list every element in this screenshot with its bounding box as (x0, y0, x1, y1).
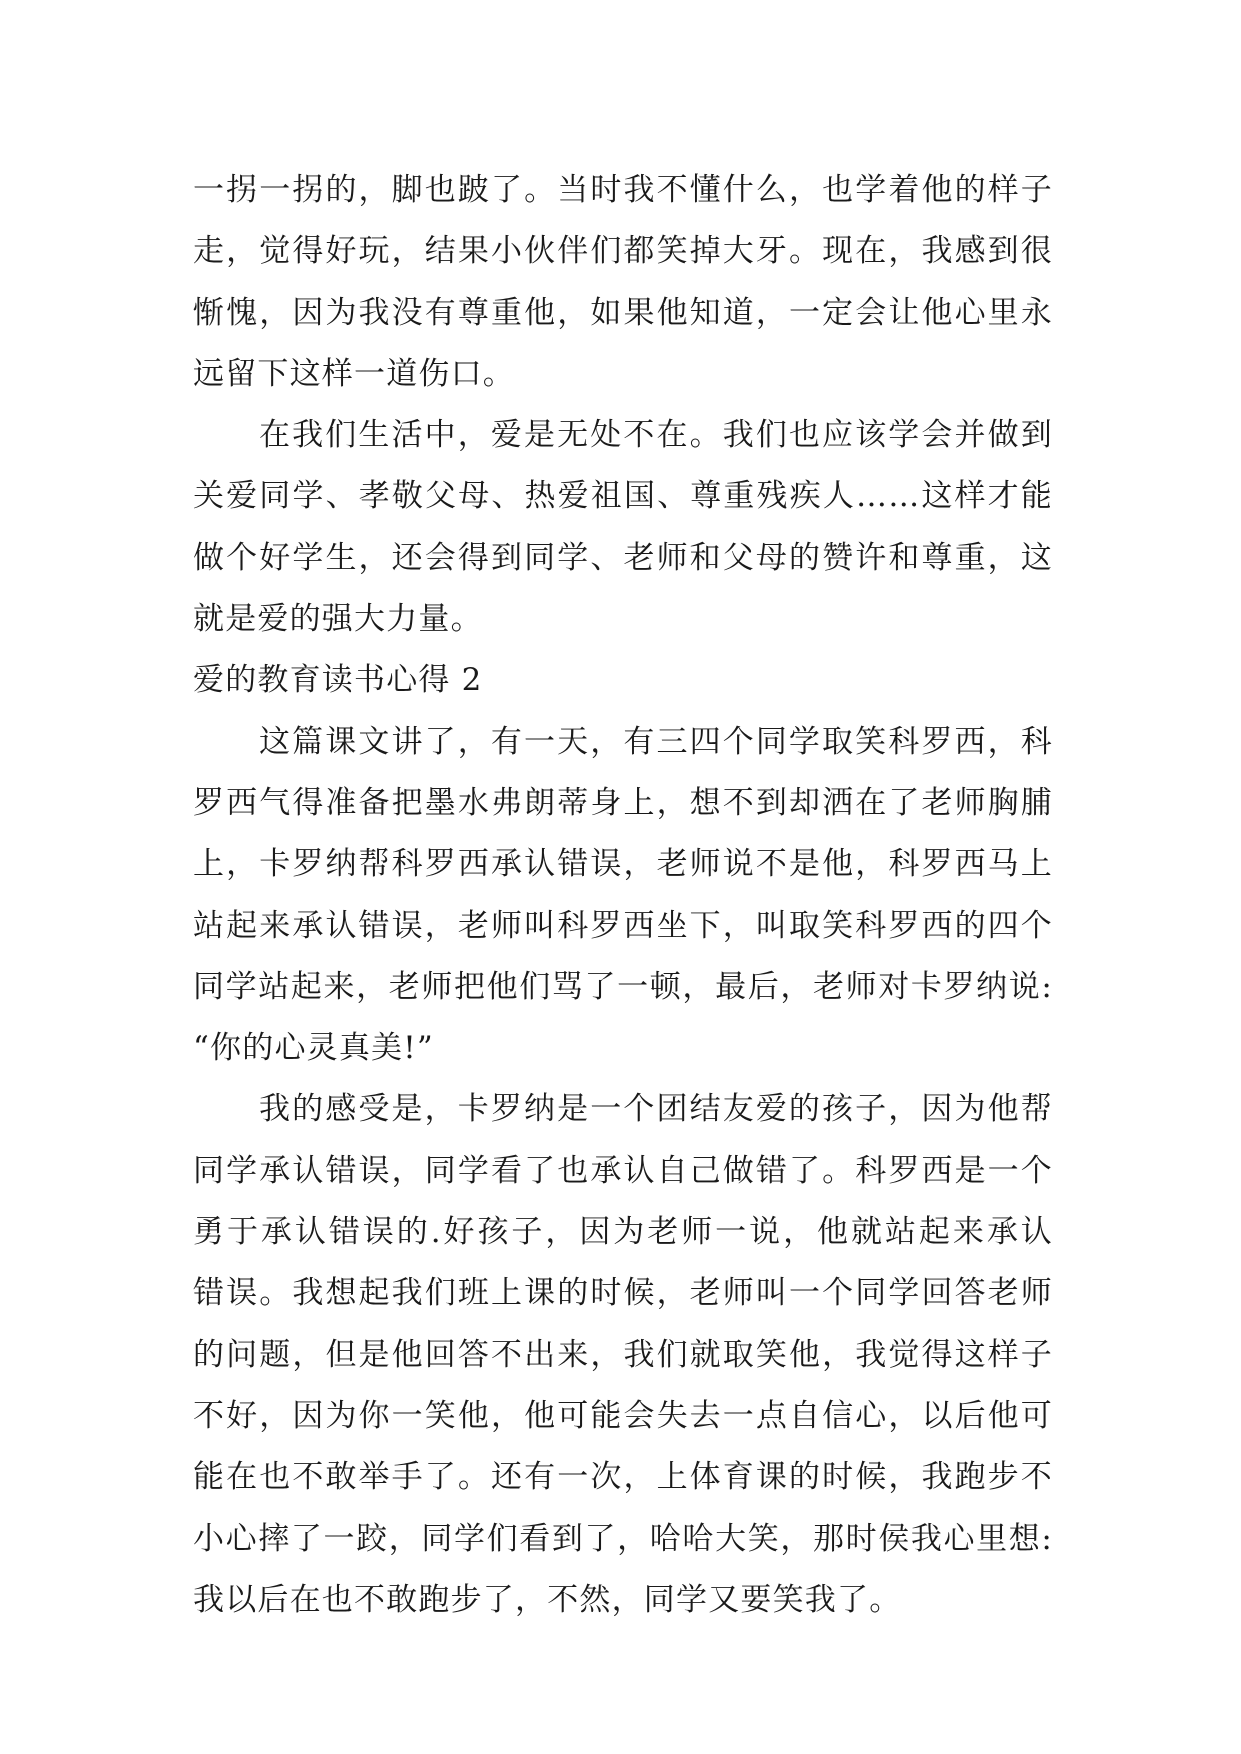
text-line: 站起来承认错误，老师叫科罗西坐下，叫取笑科罗西的四个 (193, 907, 1053, 944)
text-line: 同学站起来，老师把他们骂了一顿，最后，老师对卡罗纳说: (193, 968, 1053, 1005)
document-page (193, 160, 1053, 1631)
text-line: 关爱同学、孝敬父母、热爱祖国、尊重残疾人……这样才能 (193, 478, 1053, 515)
text-line: 能在也不敢举手了。还有一次，上体育课的时候，我跑步不 (193, 1459, 1053, 1496)
paragraph-4 (193, 1079, 1053, 1631)
text-line: 做个好学生，还会得到同学、老师和父母的赞许和尊重，这 (193, 539, 1053, 576)
text-line: “你的心灵真美!” (193, 1030, 434, 1067)
text-line: 这篇课文讲了，有一天，有三四个同学取笑科罗西，科 (259, 723, 1053, 760)
paragraph-3 (193, 712, 1053, 1080)
text-line: 一拐一拐的，脚也跛了。当时我不懂什么，也学着他的样子 (193, 172, 1053, 208)
text-line: 的问题，但是他回答不出来，我们就取笑他，我觉得这样子 (193, 1336, 1053, 1373)
text-line: 我以后在也不敢跑步了，不然，同学又要笑我了。 (193, 1581, 902, 1618)
text-line: 惭愧，因为我没有尊重他，如果他知道，一定会让他心里永 (193, 294, 1053, 331)
text-line: 不好，因为你一笑他，他可能会失去一点自信心，以后他可 (193, 1397, 1053, 1434)
text-line: 勇于承认错误的.好孩子，因为老师一说，他就站起来承认 (193, 1214, 1053, 1251)
text-line: 罗西气得准备把墨水弗朗蒂身上，想不到却洒在了老师胸脯 (193, 784, 1053, 821)
text-line: 在我们生活中，爱是无处不在。我们也应该学会并做到 (259, 417, 1053, 454)
text-line: 走，觉得好玩，结果小伙伴们都笑掉大牙。现在，我感到很 (193, 233, 1053, 270)
text-line: 错误。我想起我们班上课的时候，老师叫一个同学回答老师 (193, 1275, 1053, 1312)
text-line: 上，卡罗纳帮科罗西承认错误，老师说不是他，科罗西马上 (193, 846, 1053, 883)
paragraph-1 (193, 160, 1053, 405)
paragraph-2 (193, 405, 1053, 650)
section-heading: 爱的教育读书心得 2 (193, 662, 483, 699)
text-line: 远留下这样一道伤口。 (193, 355, 515, 392)
text-line: 我的感受是，卡罗纳是一个团结友爱的孩子，因为他帮 (259, 1091, 1053, 1128)
text-line: 就是爱的强大力量。 (193, 601, 483, 638)
text-line: 同学承认错误，同学看了也承认自己做错了。科罗西是一个 (193, 1152, 1053, 1189)
text-line: 小心摔了一跤，同学们看到了，哈哈大笑，那时侯我心里想: (193, 1520, 1053, 1557)
